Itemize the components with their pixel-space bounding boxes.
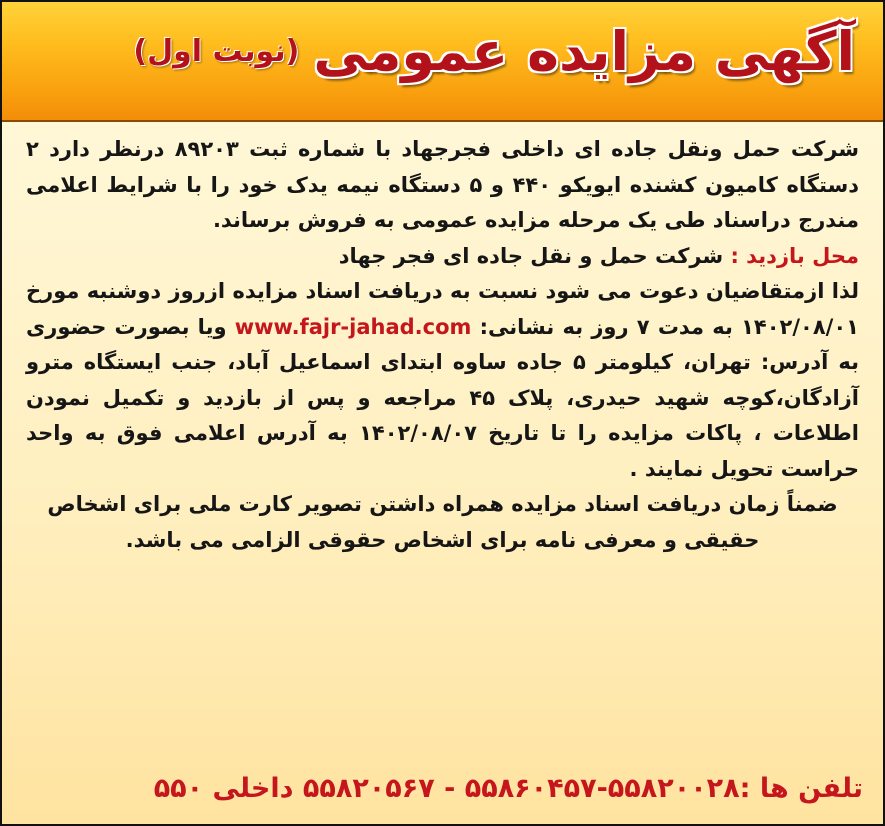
website-link[interactable]: www.fajr-jahad.com bbox=[234, 314, 472, 339]
notice-title: آگهی مزایده عمومی bbox=[313, 20, 855, 83]
intro-paragraph: شرکت حمل ونقل جاده ای داخلی فجرجهاد با شماره ثبت ۸۹۲۰۳ درنظر دارد ۲ دستگاه کامیون کشنده ایویکو ۴۴۰ و ۵ دستگاه نیمه یدک خود را با شرایط اعلامی مندرج دراسناد طی یک مرحله مزایده عمومی به فروش برساند. bbox=[26, 137, 860, 232]
requirements-note: ضمناً زمان دریافت اسناد مزایده همراه داشتن تصویر کارت ملی برای اشخاص حقیقی و معرفی نامه برای اشخاص حقوقی الزامی می باشد. bbox=[47, 492, 838, 552]
visit-label: محل بازدید : bbox=[730, 243, 859, 268]
address-text: ویا بصورت حضوری به آدرس: تهران، کیلومتر ۵ جاده ساوه ابتدای اسماعیل آباد، جنب ایستگاه مترو آزادگان،کوچه شهید حیدری، پلاک ۴۵ مراجعه و پس از بازدید و تکمیل نمودن اطلاعات ، پاکات مزایده را تا تاریخ ۱۴۰۲/۰۸/۰۷ به آدرس اعلامی فوق به واحد حراست تحویل نمایند . bbox=[26, 314, 860, 481]
visit-location: شرکت حمل و نقل جاده ای فجر جهاد bbox=[338, 243, 724, 268]
invite-text: لذا ازمتقاضیان دعوت می شود نسبت به دریافت اسناد مزایده ازروز دوشنبه مورخ ۱۴۰۲/۰۸/۰۱ به مدت ۷ روز به نشانی: bbox=[26, 279, 859, 339]
notice-header bbox=[2, 2, 883, 122]
notice-round: (نوبت اول) bbox=[133, 34, 300, 69]
phone-numbers: تلفن ها :۵۵۸۲۰۰۲۸-۵۵۸۶۰۴۵۷ - ۵۵۸۲۰۵۶۷ داخلی ۵۵۰ bbox=[153, 773, 863, 804]
notice-body bbox=[2, 122, 883, 824]
visit-paragraph bbox=[26, 239, 859, 275]
invite-paragraph bbox=[26, 274, 859, 487]
title-row bbox=[133, 20, 855, 83]
notice-text bbox=[26, 132, 859, 558]
